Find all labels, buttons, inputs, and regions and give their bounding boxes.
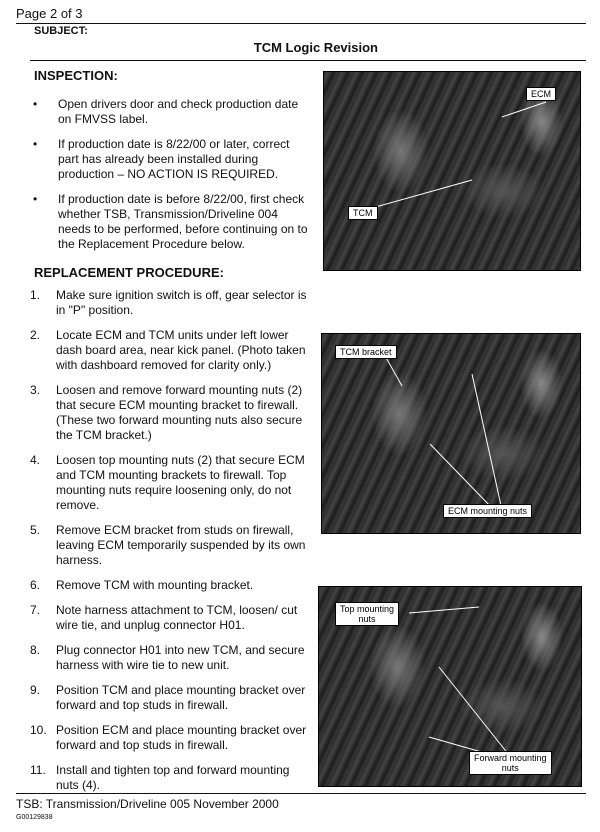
tcm-label: TCM <box>348 206 378 220</box>
ecm-label: ECM <box>526 87 556 101</box>
document-code: G00129838 <box>16 814 53 821</box>
photo-ecm-tcm-location <box>323 71 581 271</box>
page-number: Page 2 of 3 <box>16 6 83 21</box>
footer-tsb: TSB: Transmission/Driveline 005 November 2000 <box>16 797 279 811</box>
procedure-step: 4. Loosen top mounting nuts (2) that secure ECM and TCM mounting brackets to firewall. Top mounting nuts require loosening only, do not remove. <box>30 453 305 512</box>
inspection-list <box>30 97 312 262</box>
inspection-item: • If production date is 8/22/00 or later, correct part has already been installed during production – NO ACTION IS REQUIRED. <box>33 137 290 181</box>
procedure-step: 9. Position TCM and place mounting bracket over forward and top studs in firewall. <box>30 683 306 712</box>
procedure-step: 7. Note harness attachment to TCM, loosen/ cut wire tie, and unplug connector H01. <box>30 603 298 632</box>
ecm-mounting-nuts-label: ECM mounting nuts <box>443 504 532 518</box>
forward-mounting-nuts-label: Forward mounting nuts <box>469 751 552 775</box>
procedure-step: 6. Remove TCM with mounting bracket. <box>30 578 254 592</box>
header-rule <box>16 23 586 24</box>
photo1-leader-lines <box>324 72 580 270</box>
inspection-item: • If production date is before 8/22/00, first check whether TSB, Transmission/Driveline 004 needs to be performed, before continuing on to the Replacement Procedure below. <box>33 192 308 251</box>
replacement-steps <box>30 288 312 803</box>
procedure-step: 11. Install and tighten top and forward mounting nuts (4). <box>30 763 290 792</box>
procedure-step: 5. Remove ECM bracket from studs on firewall, leaving ECM temporarily suspended by its own harness. <box>30 523 306 567</box>
replacement-heading: REPLACEMENT PROCEDURE: <box>34 265 224 280</box>
procedure-step: 8. Plug connector H01 into new TCM, and secure harness with wire tie to new unit. <box>30 643 305 672</box>
tcm-bracket-label: TCM bracket <box>335 345 397 359</box>
title-rule <box>30 60 586 61</box>
footer-rule <box>16 793 586 794</box>
top-mounting-nuts-label: Top mounting nuts <box>335 602 399 626</box>
procedure-step: 10. Position ECM and place mounting bracket over forward and top studs in firewall. <box>30 723 307 752</box>
procedure-step: 2. Locate ECM and TCM units under left lower dash board area, near kick panel. (Photo taken with dashboard removed for clarity only.) <box>30 328 306 372</box>
procedure-step: 1. Make sure ignition switch is off, gear selector is in "P" position. <box>30 288 307 317</box>
inspection-heading: INSPECTION: <box>34 68 118 83</box>
photo-tcm-bracket <box>321 333 581 534</box>
inspection-item: • Open drivers door and check production date on FMVSS label. <box>33 97 299 126</box>
photo-mounting-nuts <box>318 586 582 787</box>
subject-label: SUBJECT: <box>34 25 88 37</box>
procedure-step: 3. Loosen and remove forward mounting nuts (2) that secure ECM mounting bracket to firewall. (These two forward mounting nuts also secure the TCM bracket.) <box>30 383 303 442</box>
document-title: TCM Logic Revision <box>253 40 378 55</box>
